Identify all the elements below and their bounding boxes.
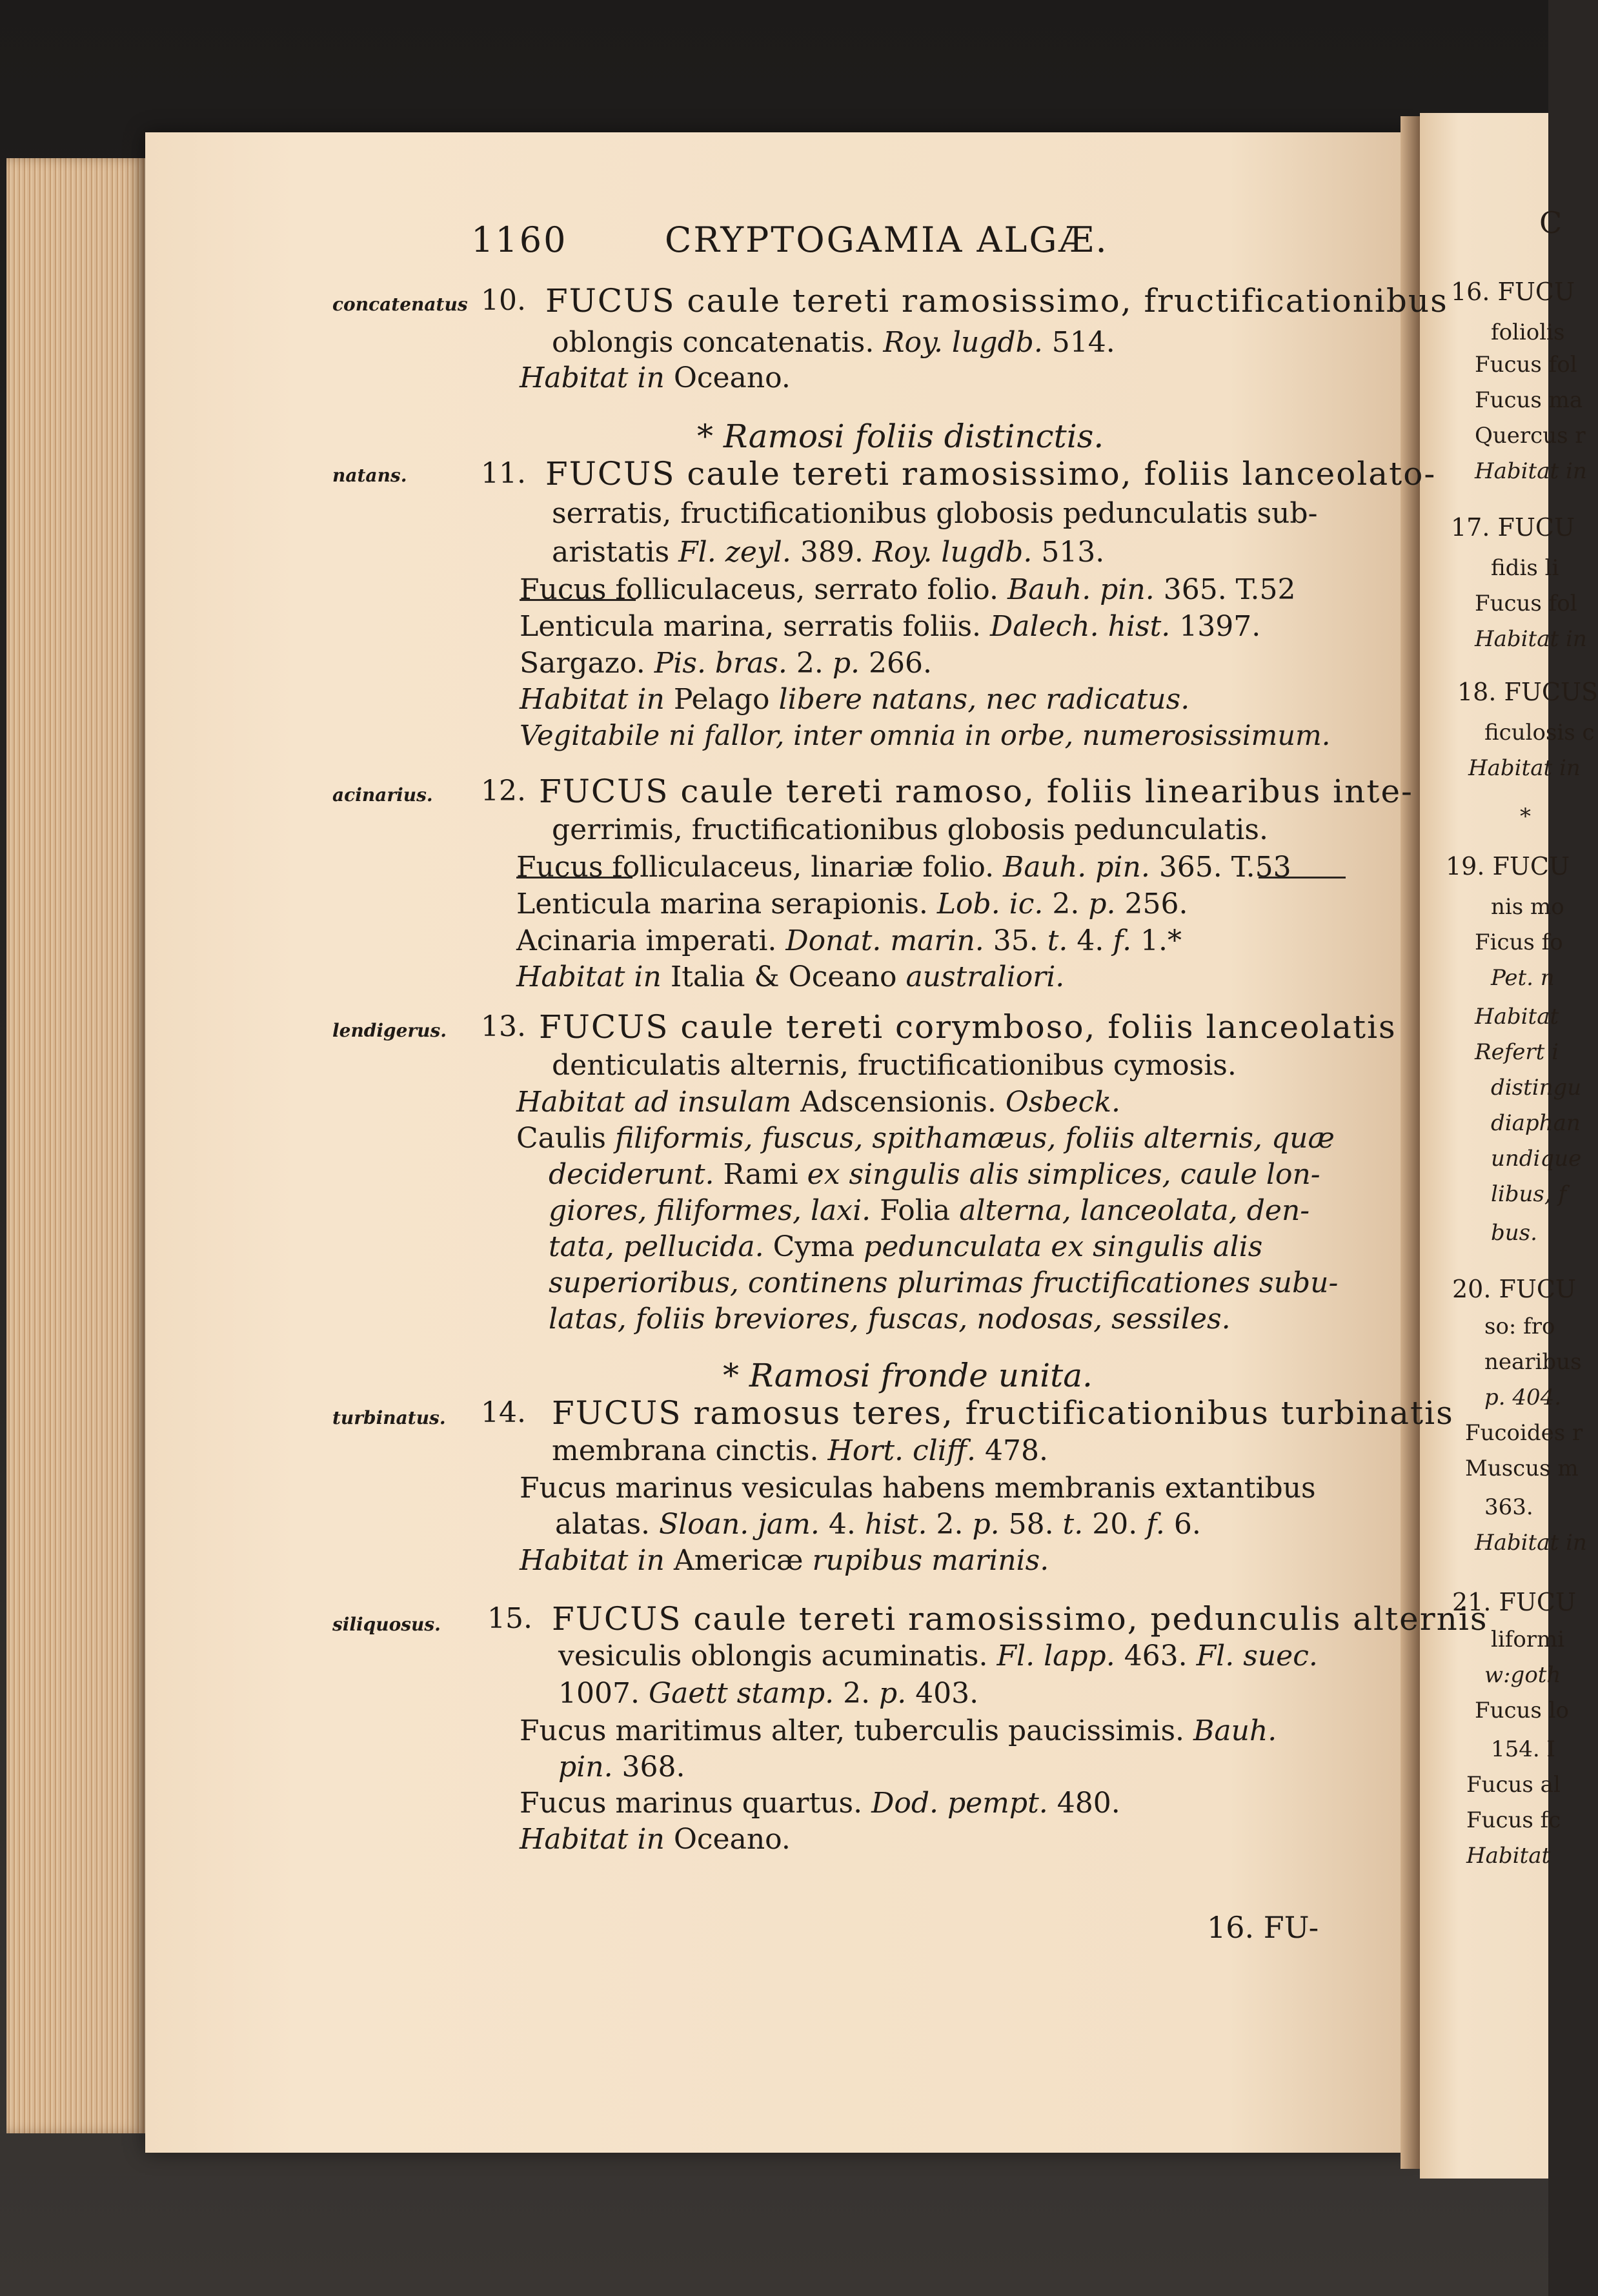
side-label: acinarius.	[332, 784, 433, 806]
text-line: 1007. Gaett stamp. 2. p. 403.	[558, 1677, 979, 1710]
text-line: Fucus folliculaceus, serrato folio. Bauh. pin. 365. T.52	[520, 573, 1296, 606]
right-page-fragment: Quercus r	[1475, 423, 1586, 449]
right-page-fragment: Habitat in	[1468, 755, 1581, 781]
right-page-fragment: Refert i	[1475, 1039, 1559, 1065]
right-page-fragment: Fucoides r	[1465, 1420, 1583, 1446]
entry-number: 15.	[487, 1602, 532, 1635]
right-page-fragment: 154. I	[1491, 1736, 1555, 1762]
entry-number: 14.	[481, 1396, 526, 1429]
section-heading: * Ramosi fronde unita.	[723, 1357, 1093, 1394]
text-line: FUCUS caule tereti ramosissimo, fructificationibus	[545, 282, 1448, 320]
right-page-fragment: nearibus	[1484, 1349, 1582, 1375]
right-page-fragment: diaphan	[1491, 1110, 1581, 1136]
right-page-fragment: Fucus fol	[1475, 352, 1577, 378]
right-page-fragment: Pet. n	[1491, 965, 1555, 991]
text-line: pin. 368.	[558, 1751, 685, 1783]
entry-number: 12.	[481, 775, 526, 808]
right-page-fragment: Habitat in	[1475, 626, 1587, 652]
right-page-fragment: 20. FUCU	[1452, 1275, 1577, 1303]
page-number: 1160	[471, 219, 568, 260]
right-page-fragment: 17. FUCU	[1451, 513, 1575, 542]
right-page-fragment: Fucus fc	[1466, 1807, 1561, 1833]
side-label: natans.	[332, 465, 407, 486]
right-page-fragment: p. 404.	[1484, 1385, 1562, 1410]
right-page-fragment: 21. FUCU	[1452, 1588, 1577, 1616]
text-line: giores, filiformes, laxi. Folia alterna, lanceolata, den-	[549, 1194, 1310, 1227]
right-page-fragment: 363.	[1484, 1494, 1533, 1520]
text-line: latas, foliis breviores, fuscas, nodosas, sessiles.	[549, 1303, 1231, 1336]
right-page-fragment: Fucus lo	[1475, 1698, 1570, 1723]
text-line: Habitat in Americæ rupibus marinis.	[520, 1544, 1049, 1577]
entry-number: 11.	[481, 457, 526, 490]
right-page-fragment: ficulosis c	[1484, 720, 1595, 746]
side-label: concatenatus	[332, 294, 468, 315]
right-page-fragment: *	[1520, 804, 1531, 829]
text-line: Fucus folliculaceus, linariæ folio. Bauh. pin. 365. T.53	[516, 851, 1291, 884]
text-line: gerrimis, fructificationibus globosis pedunculatis.	[552, 813, 1268, 846]
right-page-fragment: bus.	[1491, 1220, 1537, 1246]
side-label: turbinatus.	[332, 1407, 446, 1428]
right-page-fragment: 19. FUCU	[1446, 852, 1570, 880]
right-page-fragment: libus, f	[1491, 1181, 1567, 1207]
right-page-fragment: foliolis	[1491, 320, 1565, 345]
text-line: alatas. Sloan. jam. 4. hist. 2. p. 58. t. 20. f. 6.	[555, 1508, 1201, 1541]
text-line: serratis, fructificationibus globosis pedunculatis sub-	[552, 497, 1318, 530]
text-line: tata, pellucida. Cyma pedunculata ex singulis alis	[549, 1230, 1263, 1263]
right-page-fragment: Muscus m	[1465, 1456, 1579, 1481]
right-page-fragment: Fucus fol	[1475, 591, 1577, 616]
text-line: Habitat in Oceano.	[520, 1823, 791, 1856]
right-page-fragment: so: fro	[1484, 1314, 1555, 1339]
right-page-fragment: distingu	[1491, 1075, 1582, 1101]
text-line: FUCUS caule tereti ramosissimo, pedunculis alternis	[552, 1600, 1488, 1638]
text-line: Lenticula marina, serratis foliis. Dalech. hist. 1397.	[520, 610, 1261, 643]
right-page-fragment: C	[1539, 205, 1563, 240]
right-page-fragment: liformi	[1491, 1627, 1565, 1652]
side-label: siliquosus.	[332, 1614, 441, 1635]
right-page-fragment: undique	[1491, 1146, 1582, 1172]
right-page-fragment: 18. FUCUS	[1457, 678, 1598, 706]
section-heading: * Ramosi foliis distinctis.	[697, 418, 1104, 455]
running-title: CRYPTOGAMIA ALGÆ.	[665, 219, 1109, 260]
text-line: oblongis concatenatis. Roy. lugdb. 514.	[552, 326, 1115, 359]
text-line: Sargazo. Pis. bras. 2. p. 266.	[520, 647, 932, 680]
text-line: Vegitabile ni fallor, inter omnia in orbe, numerosissimum.	[520, 720, 1331, 752]
text-line: Caulis filiformis, fuscus, spithamæus, foliis alternis, quæ	[516, 1122, 1335, 1155]
right-page-fragment: Fucus ma	[1475, 387, 1583, 413]
text-line: Habitat in Italia & Oceano australiori.	[516, 960, 1065, 993]
text-line: vesiculis oblongis acuminatis. Fl. lapp. 463. Fl. suec.	[558, 1640, 1318, 1672]
handwritten-underline	[1259, 877, 1346, 879]
right-page-fragment: Habitat in	[1475, 1530, 1587, 1556]
entry-number: 10.	[481, 284, 526, 317]
text-line: Fucus marinus vesiculas habens membranis extantibus	[520, 1472, 1316, 1505]
handwritten-underline	[520, 599, 636, 601]
right-page-fragment: Habitat	[1466, 1843, 1551, 1869]
catchword: 16. FU-	[1207, 1910, 1319, 1945]
handwritten-underline	[516, 877, 632, 879]
page-edges	[6, 158, 145, 2133]
text-line: superioribus, continens plurimas fructificationes subu-	[549, 1266, 1339, 1299]
right-page-fragment: Habitat	[1475, 1004, 1559, 1030]
text-line: deciderunt. Rami ex singulis alis simplices, caule lon-	[549, 1158, 1320, 1191]
text-line: FUCUS caule tereti corymboso, foliis lanceolatis	[539, 1008, 1397, 1046]
text-line: Fucus maritimus alter, tuberculis paucissimis. Bauh.	[520, 1714, 1277, 1747]
text-line: Fucus marinus quartus. Dod. pempt. 480.	[520, 1787, 1120, 1820]
text-line: Habitat in Pelago libere natans, nec radicatus.	[520, 683, 1190, 716]
right-page-fragment: nis mo	[1491, 894, 1564, 920]
right-page-fragment: w:goth	[1484, 1662, 1561, 1688]
right-page-fragment: fidis li	[1491, 555, 1559, 581]
text-line: Habitat in Oceano.	[520, 361, 791, 394]
side-label: lendigerus.	[332, 1020, 447, 1041]
right-page-fragment: Ficus fo	[1475, 930, 1563, 955]
text-line: aristatis Fl. zeyl. 389. Roy. lugdb. 513.	[552, 536, 1105, 569]
text-line: FUCUS ramosus teres, fructificationibus turbinatis	[552, 1394, 1454, 1432]
text-line: FUCUS caule tereti ramoso, foliis linearibus inte-	[539, 773, 1413, 810]
entry-number: 13.	[481, 1010, 526, 1043]
text-line: Acinaria imperati. Donat. marin. 35. t. 4. f. 1.*	[516, 924, 1182, 957]
right-page-fragment: Habitat in	[1475, 458, 1587, 484]
right-page-fragment: Fucus al	[1466, 1772, 1561, 1798]
right-page-fragment: 16. FUCU	[1451, 278, 1575, 306]
text-line: Lenticula marina serapionis. Lob. ic. 2. p. 256.	[516, 888, 1188, 920]
text-line: Habitat ad insulam Adscensionis. Osbeck.	[516, 1086, 1120, 1119]
text-line: FUCUS caule tereti ramosissimo, foliis lanceolato-	[545, 455, 1437, 493]
text-line: denticulatis alternis, fructificationibus cymosis.	[552, 1049, 1237, 1082]
text-line: membrana cinctis. Hort. cliff. 478.	[552, 1434, 1048, 1467]
